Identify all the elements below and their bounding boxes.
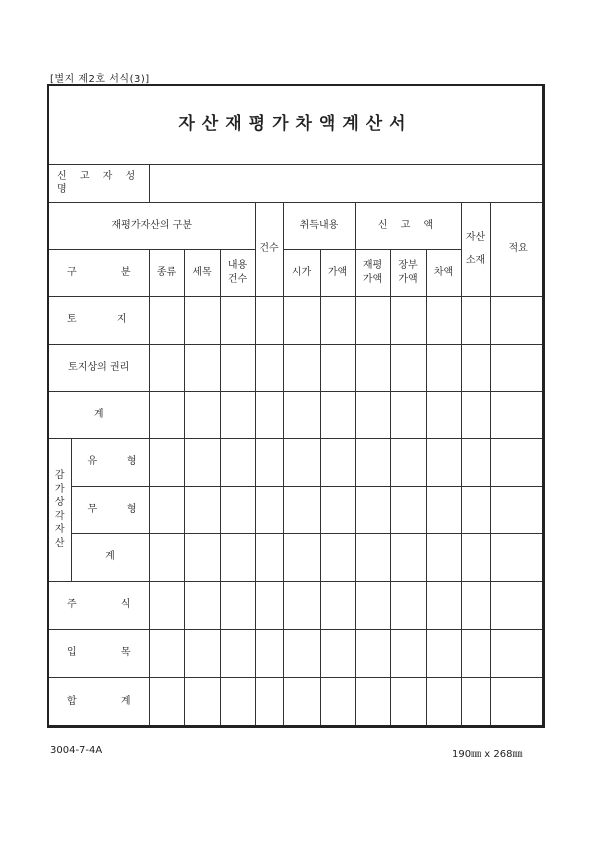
data-cell[interactable] <box>184 486 220 533</box>
data-cell[interactable] <box>355 296 390 344</box>
depreciable-char-6: 산 <box>54 537 65 549</box>
data-cell[interactable] <box>490 486 542 533</box>
reporter-name-field[interactable] <box>149 164 542 202</box>
data-cell[interactable] <box>461 438 490 486</box>
data-cell[interactable] <box>283 581 320 629</box>
classification-header: 재평가자산의 구분 <box>49 202 255 249</box>
data-cell[interactable] <box>149 533 184 581</box>
total-char-2: 계 <box>120 695 131 707</box>
data-cell[interactable] <box>390 677 426 725</box>
row-label-stock <box>49 581 149 629</box>
depreciable-char-2: 가 <box>54 483 65 495</box>
row-label-total <box>49 677 149 725</box>
reval-value-header <box>355 249 390 296</box>
data-cell[interactable] <box>355 629 390 677</box>
data-cell[interactable] <box>255 581 283 629</box>
data-cell[interactable] <box>390 296 426 344</box>
data-cell[interactable] <box>461 344 490 391</box>
reval-value-line-1: 재평 <box>362 260 383 271</box>
asset-location-header <box>461 202 490 296</box>
data-cell[interactable] <box>355 581 390 629</box>
row-label-tangible <box>71 438 149 486</box>
division-char-1: 구 <box>67 266 77 278</box>
data-cell[interactable] <box>426 629 461 677</box>
data-cell[interactable] <box>490 533 542 581</box>
data-cell[interactable] <box>283 677 320 725</box>
data-cell[interactable] <box>184 438 220 486</box>
data-cell[interactable] <box>220 391 255 438</box>
content-count-header <box>220 249 255 296</box>
data-cell[interactable] <box>149 438 184 486</box>
data-cell[interactable] <box>255 677 283 725</box>
data-cell[interactable] <box>320 344 355 391</box>
land-char-1: 토 <box>67 314 77 326</box>
count-header: 건수 <box>255 202 283 296</box>
row-label-depreciable-assets <box>49 438 71 581</box>
data-cell[interactable] <box>426 533 461 581</box>
data-cell[interactable] <box>355 344 390 391</box>
data-cell[interactable] <box>426 581 461 629</box>
data-cell[interactable] <box>461 629 490 677</box>
data-cell[interactable] <box>283 296 320 344</box>
paper-size: 190㎜ x 268㎜ <box>452 749 523 760</box>
data-cell[interactable] <box>390 581 426 629</box>
tangible-char-1: 유 <box>87 456 98 468</box>
data-cell[interactable] <box>320 629 355 677</box>
timber-char-2: 목 <box>120 647 131 659</box>
data-cell[interactable] <box>220 344 255 391</box>
data-cell[interactable] <box>220 486 255 533</box>
form-table <box>49 86 542 725</box>
data-cell[interactable] <box>184 629 220 677</box>
asset-location-line-2: 소재 <box>465 255 486 266</box>
data-cell[interactable] <box>426 438 461 486</box>
intangible-char-2: 형 <box>126 503 137 515</box>
stock-char-1: 주 <box>67 599 77 611</box>
data-cell[interactable] <box>255 533 283 581</box>
asset-location-line-1: 자산 <box>465 231 486 243</box>
data-cell[interactable] <box>149 677 184 725</box>
data-cell[interactable] <box>320 296 355 344</box>
data-cell[interactable] <box>320 533 355 581</box>
data-cell[interactable] <box>320 486 355 533</box>
data-cell[interactable] <box>490 629 542 677</box>
table-row <box>49 486 542 533</box>
timber-char-1: 입 <box>67 647 77 659</box>
data-cell[interactable] <box>390 344 426 391</box>
stock-char-2: 식 <box>120 599 131 611</box>
total-char-1: 합 <box>67 695 77 707</box>
content-count-line-2: 건수 <box>227 273 248 285</box>
table-row <box>49 533 542 581</box>
data-cell[interactable] <box>490 438 542 486</box>
data-cell[interactable] <box>283 629 320 677</box>
header-row-1 <box>49 202 542 249</box>
difference-header: 차액 <box>426 249 461 296</box>
table-row <box>49 344 542 391</box>
data-cell[interactable] <box>490 581 542 629</box>
data-cell[interactable] <box>320 391 355 438</box>
data-cell[interactable] <box>255 391 283 438</box>
data-cell[interactable] <box>461 296 490 344</box>
data-cell[interactable] <box>220 581 255 629</box>
land-char-2: 지 <box>116 314 127 326</box>
depreciable-char-1: 감 <box>54 470 65 481</box>
book-value-header <box>390 249 426 296</box>
row-label-subtotal-2: 계 <box>71 533 149 581</box>
row-label-timber <box>49 629 149 677</box>
table-row <box>49 391 542 438</box>
content-count-line-1: 내용 <box>227 260 248 271</box>
data-cell[interactable] <box>355 533 390 581</box>
data-cell[interactable] <box>355 391 390 438</box>
depreciable-char-3: 상 <box>54 497 65 508</box>
data-cell[interactable] <box>283 533 320 581</box>
detail-header: 세목 <box>184 249 220 296</box>
data-cell[interactable] <box>220 296 255 344</box>
value-header: 가액 <box>320 249 355 296</box>
data-cell[interactable] <box>255 629 283 677</box>
data-cell[interactable] <box>255 486 283 533</box>
intangible-char-1: 무 <box>87 503 98 515</box>
data-cell[interactable] <box>461 486 490 533</box>
data-cell[interactable] <box>283 438 320 486</box>
remarks-char-2: 요 <box>518 243 528 255</box>
table-row <box>49 438 542 486</box>
acquisition-header: 취득내용 <box>283 202 355 249</box>
data-cell[interactable] <box>490 344 542 391</box>
data-cell[interactable] <box>149 581 184 629</box>
time-header: 시가 <box>283 249 320 296</box>
data-cell[interactable] <box>220 533 255 581</box>
title-row <box>49 86 542 164</box>
table-row <box>49 296 542 344</box>
depreciable-char-5: 자 <box>54 524 65 535</box>
kind-header: 종류 <box>149 249 184 296</box>
table-row <box>49 629 542 677</box>
data-cell[interactable] <box>184 533 220 581</box>
form-number-label: [별지 제2호 서식(3)] <box>50 74 150 85</box>
data-cell[interactable] <box>490 296 542 344</box>
data-cell[interactable] <box>184 391 220 438</box>
data-cell[interactable] <box>390 438 426 486</box>
data-cell[interactable] <box>149 296 184 344</box>
data-cell[interactable] <box>426 677 461 725</box>
remarks-header <box>490 202 542 296</box>
title-cell <box>49 86 542 164</box>
data-cell[interactable] <box>184 344 220 391</box>
book-value-line-1: 장부 <box>398 260 418 271</box>
data-cell[interactable] <box>255 344 283 391</box>
division-header <box>49 249 149 296</box>
data-cell[interactable] <box>390 391 426 438</box>
data-cell[interactable] <box>149 344 184 391</box>
data-cell[interactable] <box>320 677 355 725</box>
table-row <box>49 581 542 629</box>
row-label-subtotal-1: 계 <box>49 391 149 438</box>
data-cell[interactable] <box>490 677 542 725</box>
data-cell[interactable] <box>149 629 184 677</box>
form-code: 3004-7-4A <box>50 745 103 756</box>
data-cell[interactable] <box>184 581 220 629</box>
data-cell[interactable] <box>426 344 461 391</box>
reporter-name-label: 신 고 자 성 명 <box>49 164 149 202</box>
data-cell[interactable] <box>220 438 255 486</box>
data-cell[interactable] <box>355 486 390 533</box>
data-cell[interactable] <box>355 438 390 486</box>
data-cell[interactable] <box>283 486 320 533</box>
depreciable-char-4: 각 <box>54 510 65 522</box>
data-cell[interactable] <box>461 581 490 629</box>
data-cell[interactable] <box>461 533 490 581</box>
row-label-land <box>49 296 149 344</box>
remarks-char-1: 적 <box>508 243 519 255</box>
asset-revaluation-form <box>47 84 545 728</box>
data-cell[interactable] <box>426 296 461 344</box>
data-cell[interactable] <box>220 629 255 677</box>
data-cell[interactable] <box>461 677 490 725</box>
reporter-row <box>49 164 542 202</box>
data-cell[interactable] <box>426 486 461 533</box>
data-cell[interactable] <box>283 344 320 391</box>
data-cell[interactable] <box>283 391 320 438</box>
tangible-char-2: 형 <box>126 456 137 468</box>
data-cell[interactable] <box>355 677 390 725</box>
data-cell[interactable] <box>255 296 283 344</box>
data-cell[interactable] <box>320 438 355 486</box>
book-value-line-2: 가액 <box>398 273 418 285</box>
reval-value-line-2: 가액 <box>362 273 383 285</box>
data-cell[interactable] <box>184 677 220 725</box>
data-cell[interactable] <box>149 486 184 533</box>
table-row <box>49 677 542 725</box>
data-cell[interactable] <box>390 533 426 581</box>
data-cell[interactable] <box>320 581 355 629</box>
data-cell[interactable] <box>220 677 255 725</box>
data-cell[interactable] <box>184 296 220 344</box>
row-label-land-rights: 토지상의 권리 <box>49 344 149 391</box>
data-cell[interactable] <box>390 629 426 677</box>
data-cell[interactable] <box>255 438 283 486</box>
form-title: 자산재평가차액계산서 <box>178 114 413 135</box>
division-char-2: 분 <box>120 266 131 278</box>
row-label-intangible <box>71 486 149 533</box>
data-cell[interactable] <box>461 391 490 438</box>
data-cell[interactable] <box>426 391 461 438</box>
report-amount-header: 신 고 액 <box>355 202 461 249</box>
data-cell[interactable] <box>390 486 426 533</box>
data-cell[interactable] <box>490 391 542 438</box>
data-cell[interactable] <box>149 391 184 438</box>
